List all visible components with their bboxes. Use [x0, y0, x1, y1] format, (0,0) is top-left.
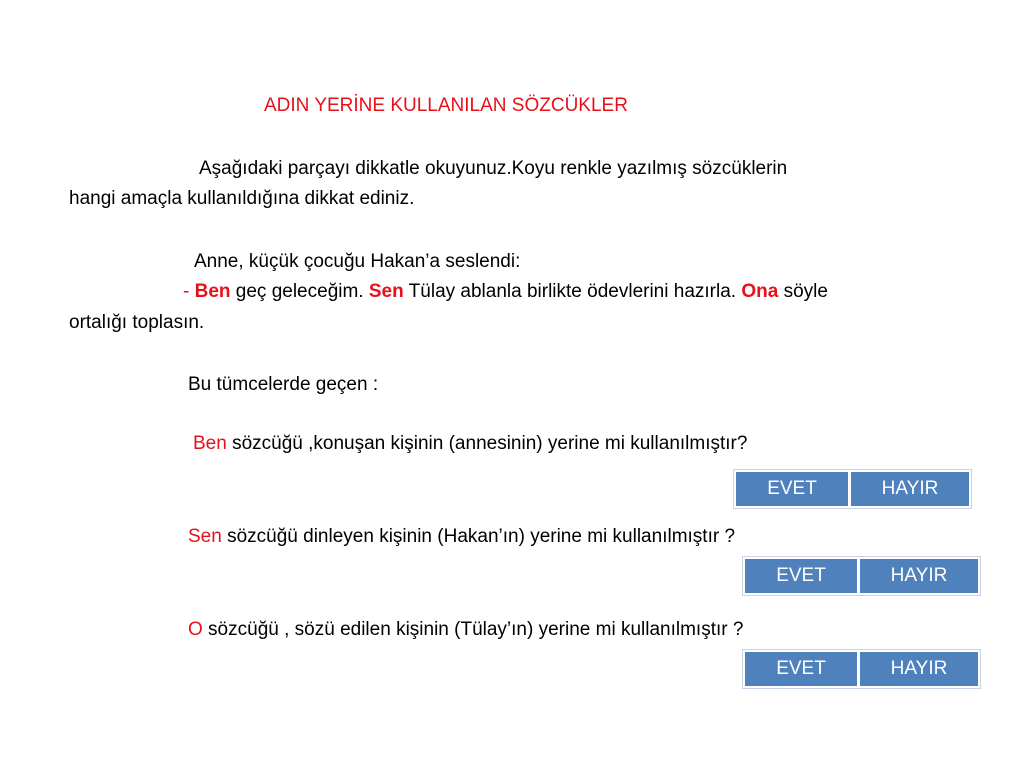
passage-line-1 — [183, 280, 828, 304]
question-1-answers — [734, 470, 971, 508]
question-3-keyword: O — [188, 619, 203, 640]
prompt-text: Bu tümcelerde geçen : — [188, 374, 379, 395]
passage-line-2: ortalığı toplasın. — [69, 312, 205, 333]
instruction-line-2: hangi amaçla kullanıldığına dikkat ediniz. — [69, 188, 415, 209]
question-1-yes-button[interactable]: EVET — [736, 472, 851, 506]
passage-dash: - — [183, 281, 195, 302]
question-3-text: sözcüğü , sözü edilen kişinin (Tülay’ın) yerine mi kullanılmıştır ? — [202, 619, 744, 640]
instruction-line-1: Aşağıdaki parçayı dikkatle okuyunuz.Koyu renkle yazılmış sözcüklerin — [199, 158, 788, 179]
question-2-keyword: Sen — [188, 526, 222, 547]
passage-text-3: söyle — [778, 281, 828, 302]
keyword-ona: Ona — [741, 281, 779, 302]
keyword-ben: Ben — [194, 281, 231, 302]
question-2-yes-button[interactable]: EVET — [745, 559, 860, 593]
question-2-answers — [743, 557, 980, 595]
question-2-no-button[interactable]: HAYIR — [860, 559, 978, 593]
passage-text-1: geç geleceğim. — [230, 281, 369, 302]
question-1-text: sözcüğü ,konuşan kişinin (annesinin) yerine mi kullanılmıştır? — [226, 433, 748, 454]
keyword-sen: Sen — [368, 281, 404, 302]
question-2-text: sözcüğü dinleyen kişinin (Hakan’ın) yerine mi kullanılmıştır ? — [221, 526, 736, 547]
passage-text-2: Tülay ablanla birlikte ödevlerini hazırla. — [403, 281, 742, 302]
question-1-keyword: Ben — [193, 433, 227, 454]
page-title: ADIN YERİNE KULLANILAN SÖZCÜKLER — [264, 95, 628, 116]
question-1-no-button[interactable]: HAYIR — [851, 472, 969, 506]
question-3-no-button[interactable]: HAYIR — [860, 652, 978, 686]
passage-intro: Anne, küçük çocuğu Hakan’a seslendi: — [194, 251, 521, 272]
question-3 — [188, 618, 743, 642]
question-1 — [193, 432, 747, 456]
question-3-yes-button[interactable]: EVET — [745, 652, 860, 686]
question-2 — [188, 525, 735, 549]
question-3-answers — [743, 650, 980, 688]
